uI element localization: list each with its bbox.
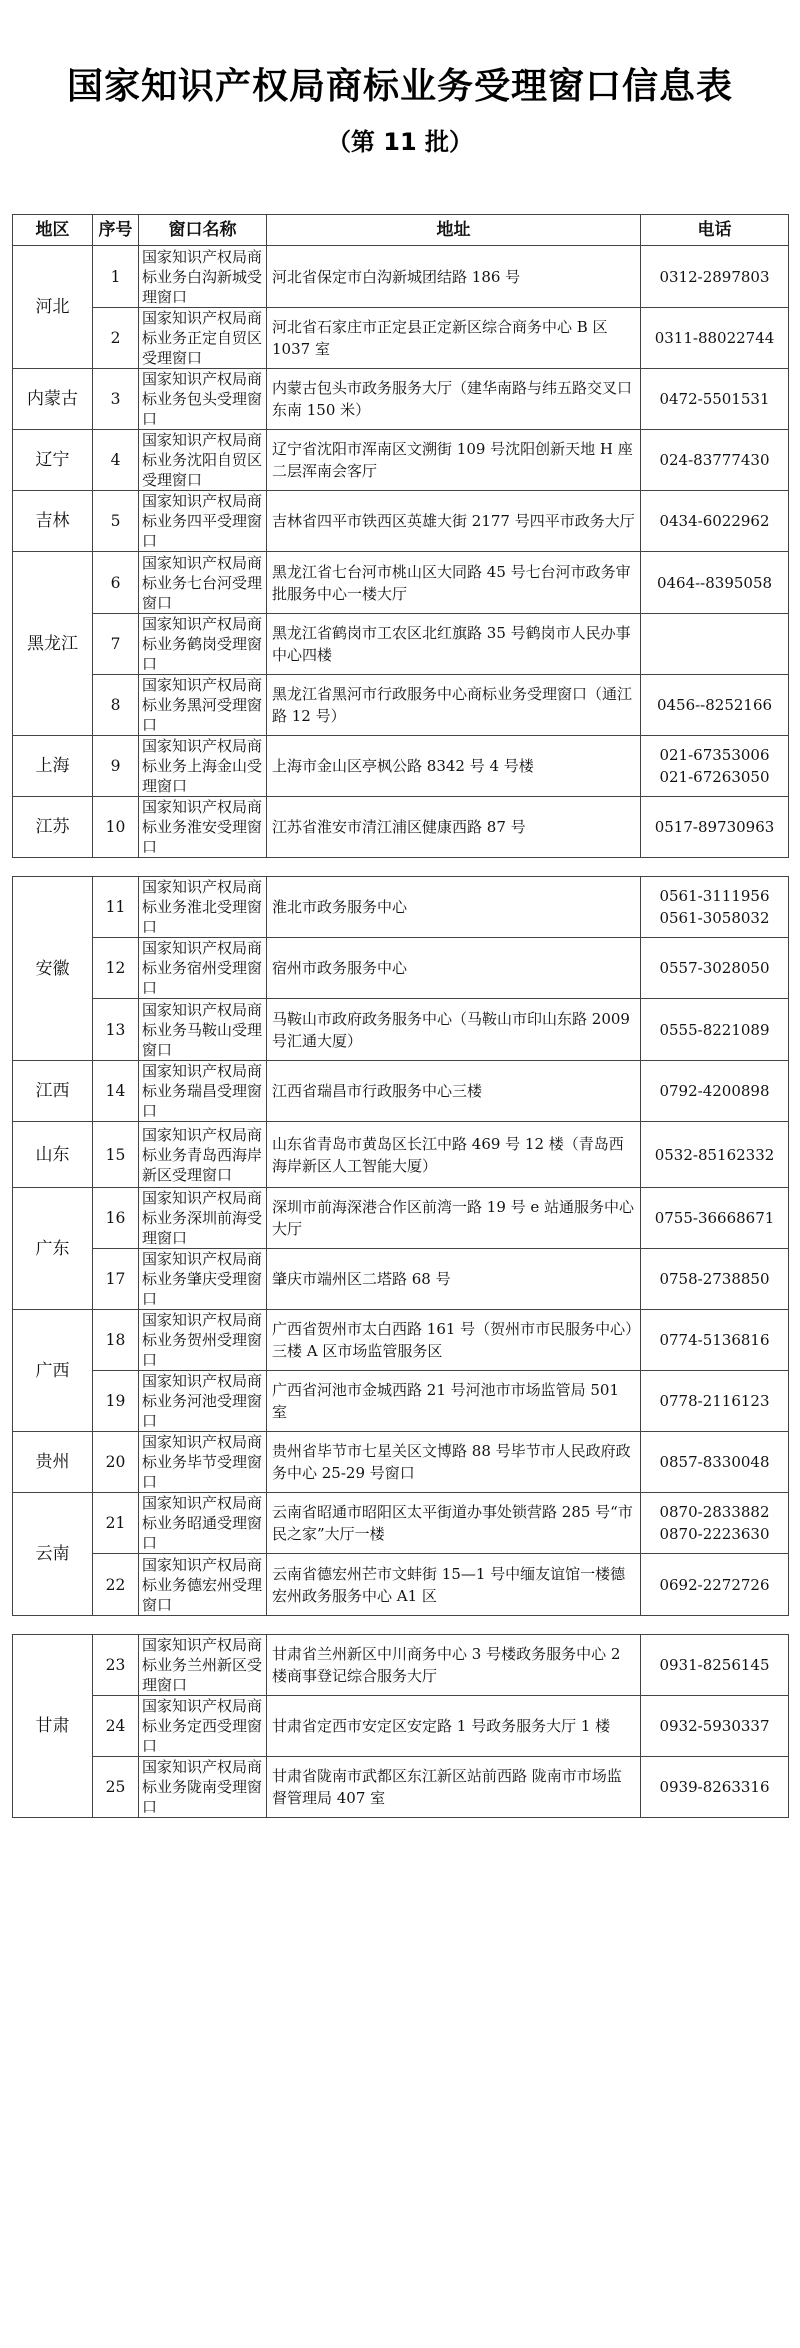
- phone-number: 0774-5136816: [659, 1331, 770, 1349]
- column-header-number: 序号: [93, 215, 139, 246]
- phone-cell: [641, 1757, 789, 1818]
- region-cell: 江苏: [13, 797, 93, 858]
- phone-number: 0456--8252166: [656, 696, 773, 714]
- phone-number: 0792-4200898: [659, 1082, 770, 1100]
- row-number: 16: [93, 1188, 139, 1249]
- table-row: [13, 938, 789, 999]
- phone-cell: [641, 1554, 789, 1616]
- table-row: [13, 1310, 789, 1371]
- address: 河北省石家庄市正定县正定新区综合商务中心 B 区 1037 室: [267, 308, 641, 369]
- window-name: 国家知识产权局商标业务贺州受理窗口: [139, 1310, 267, 1371]
- table-row: [13, 552, 789, 614]
- phone-number: 0311-88022744: [654, 329, 775, 347]
- column-header-address: 地址: [267, 215, 641, 246]
- row-number: 14: [93, 1061, 139, 1122]
- window-name: 国家知识产权局商标业务七台河受理窗口: [139, 552, 267, 614]
- region-cell: 山东: [13, 1122, 93, 1188]
- phone-cell: [641, 797, 789, 858]
- phone-number: 0517-89730963: [654, 818, 775, 836]
- row-number: 15: [93, 1122, 139, 1188]
- phone-cell: [641, 1493, 789, 1554]
- table-row: [13, 614, 789, 675]
- region-cell: 广东: [13, 1188, 93, 1310]
- window-name: 国家知识产权局商标业务瑞昌受理窗口: [139, 1061, 267, 1122]
- window-name: 国家知识产权局商标业务上海金山受理窗口: [139, 736, 267, 797]
- table-row: [13, 1635, 789, 1696]
- phone-cell: [641, 1188, 789, 1249]
- row-number: 5: [93, 491, 139, 552]
- phone-number: 0755-36668671: [654, 1209, 775, 1227]
- region-cell: 黑龙江: [13, 552, 93, 736]
- phone-number: 0870-2223630: [659, 1525, 770, 1543]
- region-cell: 云南: [13, 1493, 93, 1616]
- address: 甘肃省定西市安定区安定路 1 号政务服务大厅 1 楼: [267, 1696, 641, 1757]
- address: 贵州省毕节市七星关区文博路 88 号毕节市人民政府政务中心 25-29 号窗口: [267, 1432, 641, 1493]
- page-subtitle: （第 11 批）: [326, 128, 474, 156]
- window-name: 国家知识产权局商标业务昭通受理窗口: [139, 1493, 267, 1554]
- row-number: 12: [93, 938, 139, 999]
- row-number: 24: [93, 1696, 139, 1757]
- row-number: 18: [93, 1310, 139, 1371]
- address: 黑龙江省黑河市行政服务中心商标业务受理窗口（通江路 12 号）: [267, 675, 641, 736]
- table-row: [13, 1249, 789, 1310]
- phone-cell: [641, 614, 789, 675]
- phone-number: 0557-3028050: [659, 959, 770, 977]
- window-name: 国家知识产权局商标业务沈阳自贸区受理窗口: [139, 430, 267, 491]
- region-cell: 贵州: [13, 1432, 93, 1493]
- phone-number: 0870-2833882: [659, 1503, 770, 1521]
- phone-cell: [641, 675, 789, 736]
- table-row: [13, 999, 789, 1061]
- row-number: 20: [93, 1432, 139, 1493]
- address: 甘肃省陇南市武都区东江新区站前西路 陇南市市场监督管理局 407 室: [267, 1757, 641, 1818]
- window-name: 国家知识产权局商标业务陇南受理窗口: [139, 1757, 267, 1818]
- table-row: [13, 1188, 789, 1249]
- address: 山东省青岛市黄岛区长江中路 469 号 12 楼（青岛西海岸新区人工智能大厦）: [267, 1122, 641, 1188]
- phone-number: 0931-8256145: [659, 1656, 770, 1674]
- table-row: [13, 1432, 789, 1493]
- address: 江西省瑞昌市行政服务中心三楼: [267, 1061, 641, 1122]
- phone-cell: [641, 369, 789, 430]
- table-row: [13, 1493, 789, 1554]
- row-number: 4: [93, 430, 139, 491]
- table-row: [13, 246, 789, 308]
- window-name: 国家知识产权局商标业务毕节受理窗口: [139, 1432, 267, 1493]
- phone-number: 0464--8395058: [656, 573, 773, 592]
- window-name: 国家知识产权局商标业务淮北受理窗口: [139, 877, 267, 938]
- phone-number: 0692-2272726: [659, 1575, 770, 1594]
- column-header-window-name: 窗口名称: [139, 215, 267, 246]
- window-name: 国家知识产权局商标业务鹤岗受理窗口: [139, 614, 267, 675]
- phone-cell: [641, 877, 789, 938]
- window-name: 国家知识产权局商标业务白沟新城受理窗口: [139, 246, 267, 308]
- row-number: 2: [93, 308, 139, 369]
- window-name: 国家知识产权局商标业务四平受理窗口: [139, 491, 267, 552]
- phone-cell: [641, 1635, 789, 1696]
- row-number: 21: [93, 1493, 139, 1554]
- address: 内蒙古包头市政务服务大厅（建华南路与纬五路交叉口东南 150 米）: [267, 369, 641, 430]
- window-name: 国家知识产权局商标业务定西受理窗口: [139, 1696, 267, 1757]
- row-number: 23: [93, 1635, 139, 1696]
- address: 马鞍山市政府政务服务中心（马鞍山市印山东路 2009 号汇通大厦）: [267, 999, 641, 1061]
- phone-cell: [641, 1310, 789, 1371]
- address: 吉林省四平市铁西区英雄大街 2177 号四平市政务大厅: [267, 491, 641, 552]
- table-row: [13, 1371, 789, 1432]
- window-name: 国家知识产权局商标业务马鞍山受理窗口: [139, 999, 267, 1061]
- phone-cell: [641, 1696, 789, 1757]
- phone-number: 0932-5930337: [659, 1717, 770, 1735]
- row-number: 17: [93, 1249, 139, 1310]
- table-gap-row: [13, 1616, 789, 1635]
- table-row: [13, 430, 789, 491]
- address: 广西省河池市金城西路 21 号河池市市场监管局 501 室: [267, 1371, 641, 1432]
- phone-cell: [641, 736, 789, 797]
- region-cell: 河北: [13, 246, 93, 369]
- table-row: [13, 1554, 789, 1616]
- row-number: 8: [93, 675, 139, 736]
- column-header-region: 地区: [13, 215, 93, 246]
- address: 云南省德宏州芒市文蚌街 15—1 号中缅友谊馆一楼德宏州政务服务中心 A1 区: [267, 1554, 641, 1616]
- window-name: 国家知识产权局商标业务河池受理窗口: [139, 1371, 267, 1432]
- window-name: 国家知识产权局商标业务正定自贸区受理窗口: [139, 308, 267, 369]
- address: 广西省贺州市太白西路 161 号（贺州市市民服务中心）三楼 A 区市场监管服务区: [267, 1310, 641, 1371]
- table-row: [13, 797, 789, 858]
- table-row: [13, 1122, 789, 1188]
- table-header-row: [13, 215, 789, 246]
- phone-cell: [641, 1249, 789, 1310]
- address: 肇庆市端州区二塔路 68 号: [267, 1249, 641, 1310]
- address: 上海市金山区亭枫公路 8342 号 4 号楼: [267, 736, 641, 797]
- phone-number: 0778-2116123: [659, 1392, 770, 1410]
- phone-number: 0857-8330048: [659, 1453, 770, 1471]
- phone-number: 024-83777430: [659, 451, 770, 469]
- phone-cell: [641, 491, 789, 552]
- row-number: 9: [93, 736, 139, 797]
- row-number: 3: [93, 369, 139, 430]
- table-row: [13, 1757, 789, 1818]
- phone-number: 0561-3111956: [659, 887, 770, 905]
- table-row: [13, 308, 789, 369]
- window-name: 国家知识产权局商标业务包头受理窗口: [139, 369, 267, 430]
- region-cell: 内蒙古: [13, 369, 93, 430]
- address: 河北省保定市白沟新城团结路 186 号: [267, 246, 641, 308]
- table-row: [13, 369, 789, 430]
- row-number: 1: [93, 246, 139, 308]
- table-gap-cell: [13, 858, 789, 877]
- row-number: 10: [93, 797, 139, 858]
- phone-cell: [641, 552, 789, 614]
- row-number: 11: [93, 877, 139, 938]
- phone-number: 0939-8263316: [659, 1778, 770, 1796]
- row-number: 7: [93, 614, 139, 675]
- address: 甘肃省兰州新区中川商务中心 3 号楼政务服务中心 2 楼商事登记综合服务大厅: [267, 1635, 641, 1696]
- phone-cell: [641, 999, 789, 1061]
- address: 黑龙江省七台河市桃山区大同路 45 号七台河市政务审批服务中心一楼大厅: [267, 552, 641, 614]
- address: 淮北市政务服务中心: [267, 877, 641, 938]
- phone-cell: [641, 1122, 789, 1188]
- phone-number: 021-67263050: [659, 768, 770, 786]
- table-row: [13, 675, 789, 736]
- region-cell: 甘肃: [13, 1635, 93, 1818]
- table-gap-cell: [13, 1616, 789, 1635]
- phone-number: 0472-5501531: [659, 390, 770, 408]
- row-number: 25: [93, 1757, 139, 1818]
- info-table: [12, 214, 789, 1818]
- address: 黑龙江省鹤岗市工农区北红旗路 35 号鹤岗市人民办事中心四楼: [267, 614, 641, 675]
- phone-number: 0758-2738850: [659, 1270, 770, 1288]
- phone-number: 0555-8221089: [659, 1020, 770, 1039]
- phone-number: 0312-2897803: [659, 267, 770, 286]
- column-header-phone: 电话: [641, 215, 789, 246]
- address: 深圳市前海深港合作区前湾一路 19 号 e 站通服务中心大厅: [267, 1188, 641, 1249]
- region-cell: 江西: [13, 1061, 93, 1122]
- phone-cell: [641, 308, 789, 369]
- window-name: 国家知识产权局商标业务黑河受理窗口: [139, 675, 267, 736]
- row-number: 22: [93, 1554, 139, 1616]
- phone-cell: [641, 430, 789, 491]
- region-cell: 上海: [13, 736, 93, 797]
- region-cell: 安徽: [13, 877, 93, 1061]
- phone-number: 021-67353006: [659, 746, 770, 764]
- phone-number: 0434-6022962: [659, 512, 770, 530]
- table-row: [13, 736, 789, 797]
- window-name: 国家知识产权局商标业务深圳前海受理窗口: [139, 1188, 267, 1249]
- address: 宿州市政务服务中心: [267, 938, 641, 999]
- table-row: [13, 877, 789, 938]
- row-number: 19: [93, 1371, 139, 1432]
- window-name: 国家知识产权局商标业务淮安受理窗口: [139, 797, 267, 858]
- region-cell: 广西: [13, 1310, 93, 1432]
- window-name: 国家知识产权局商标业务宿州受理窗口: [139, 938, 267, 999]
- table-row: [13, 1696, 789, 1757]
- window-name: 国家知识产权局商标业务兰州新区受理窗口: [139, 1635, 267, 1696]
- window-name: 国家知识产权局商标业务青岛西海岸新区受理窗口: [139, 1122, 267, 1188]
- phone-cell: [641, 938, 789, 999]
- phone-cell: [641, 1432, 789, 1493]
- phone-cell: [641, 246, 789, 308]
- window-name: 国家知识产权局商标业务肇庆受理窗口: [139, 1249, 267, 1310]
- region-cell: 辽宁: [13, 430, 93, 491]
- address: 江苏省淮安市清江浦区健康西路 87 号: [267, 797, 641, 858]
- phone-number: 0561-3058032: [659, 909, 770, 927]
- page-title: 国家知识产权局商标业务受理窗口信息表: [66, 66, 733, 107]
- region-cell: 吉林: [13, 491, 93, 552]
- row-number: 6: [93, 552, 139, 614]
- row-number: 13: [93, 999, 139, 1061]
- table-row: [13, 1061, 789, 1122]
- phone-cell: [641, 1371, 789, 1432]
- table-body: [13, 246, 789, 1818]
- table-gap-row: [13, 858, 789, 877]
- phone-number: 0532-85162332: [654, 1145, 775, 1164]
- window-name: 国家知识产权局商标业务德宏州受理窗口: [139, 1554, 267, 1616]
- address: 辽宁省沈阳市浑南区文溯街 109 号沈阳创新天地 H 座二层浑南会客厅: [267, 430, 641, 491]
- address: 云南省昭通市昭阳区太平街道办事处锁营路 285 号“市民之家”大厅一楼: [267, 1493, 641, 1554]
- table-row: [13, 491, 789, 552]
- phone-cell: [641, 1061, 789, 1122]
